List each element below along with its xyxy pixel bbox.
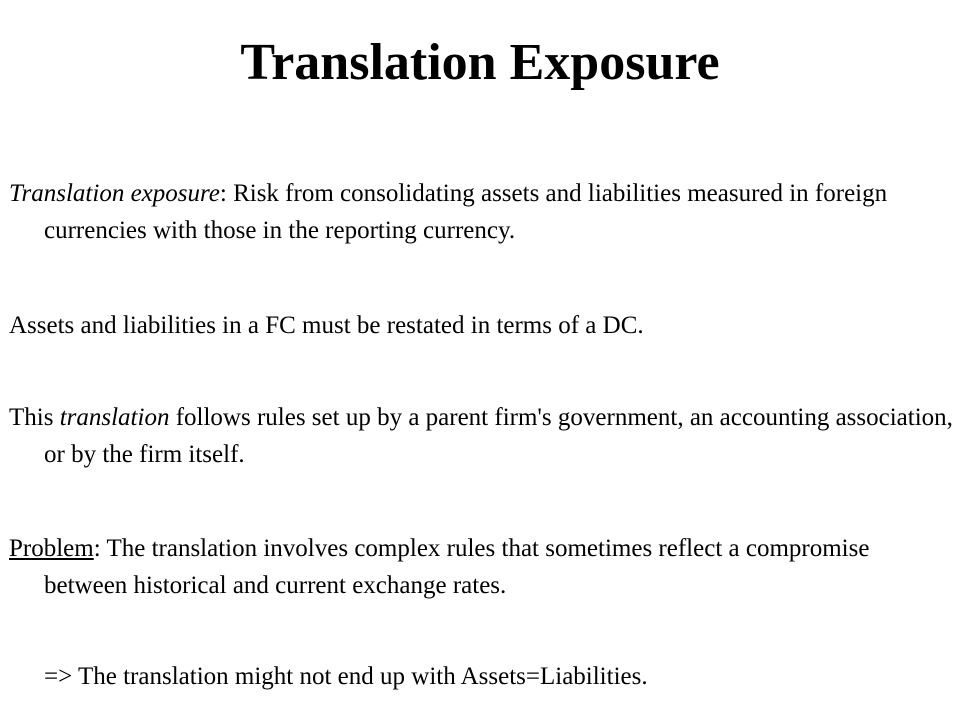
- term-problem: Problem: [9, 535, 94, 562]
- paragraph-conclusion: => The translation might not end up with Assets=Liabilities.: [44, 663, 648, 690]
- term-translation: translation: [59, 404, 170, 431]
- paragraph-translation-exposure-definition: [9, 175, 954, 249]
- paragraph-restatement: Assets and liabilities in a FC must be restated in terms of a DC.: [9, 312, 644, 339]
- rules-text-before: This: [9, 404, 60, 431]
- problem-text: : The translation involves complex rules that sometimes reflect a compromise between historical and current exchange rates.: [44, 535, 870, 599]
- slide-title: Translation Exposure: [240, 34, 720, 91]
- definition-text: : Risk from consolidating assets and liabilities measured in foreign currencies with those in the reporting currency.: [44, 180, 888, 244]
- paragraph-translation-rules: [9, 399, 954, 473]
- term-translation-exposure: Translation exposure: [9, 180, 220, 207]
- rules-text-after: follows rules set up by a parent firm's government, an accounting association, or by the firm itself.: [44, 404, 953, 468]
- paragraph-problem: [9, 530, 954, 604]
